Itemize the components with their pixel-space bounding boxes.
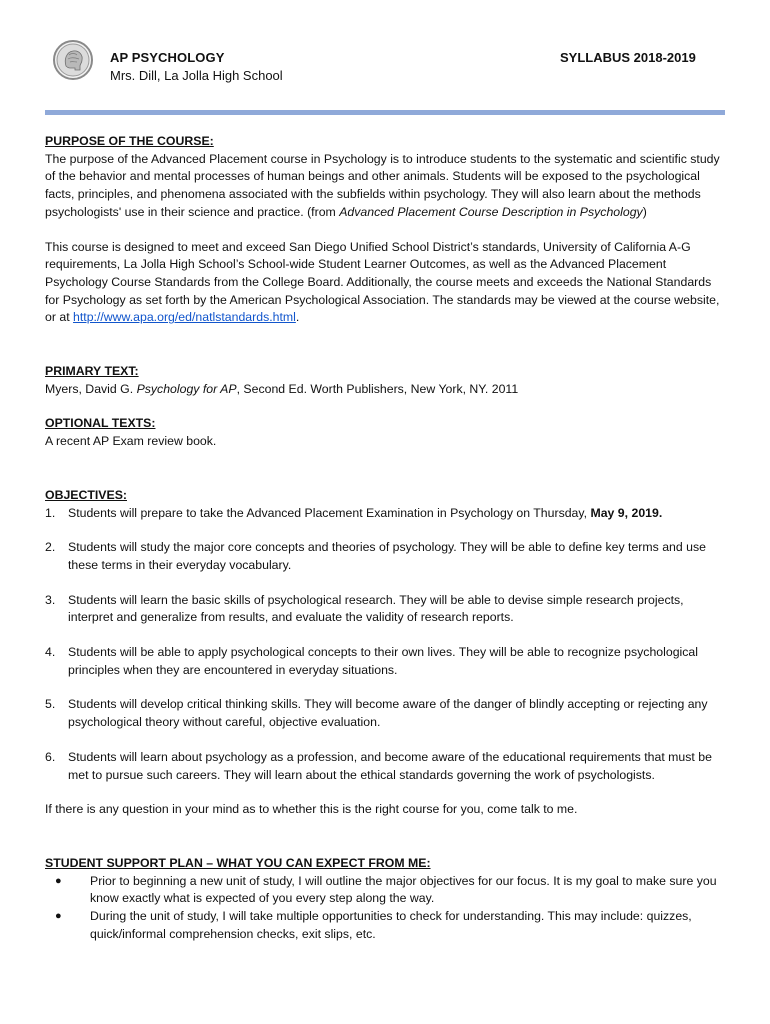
support-plan-item: ● During the unit of study, I will take multiple opportunities to check for understanding. This may include: quizzes, quick/informal comprehension checks, exit slips, etc.	[55, 909, 692, 941]
purpose-heading: PURPOSE OF THE COURSE:	[45, 134, 214, 148]
exam-date: May 9, 2019.	[590, 505, 663, 520]
support-plan-item: ● Prior to beginning a new unit of study, I will outline the major objectives for our focus. It is my goal to make sure you know exactly what is expected of you every step along the way.	[55, 873, 717, 906]
purpose-paragraph: The purpose of the Advanced Placement course in Psychology is to introduce students to the systematic and scientific study of the behavior and mental processes of human beings and other animals. Students will be exposed to the psychological facts, principles, and phenomena associated with the subfields within psychology. They will also learn about the methods psychologists' use in their science and practice. (from Advanced Placement Course Description in Psychology)	[45, 151, 720, 219]
support-plan-heading: STUDENT SUPPORT PLAN – WHAT YOU CAN EXPECT FROM ME:	[45, 855, 431, 870]
course-title: AP PSYCHOLOGY	[110, 50, 225, 65]
optional-texts-heading: OPTIONAL TEXTS:	[45, 416, 156, 431]
primary-text-citation: Myers, David G. Psychology for AP, Second Ed. Worth Publishers, New York, NY. 2011	[45, 381, 519, 396]
support-plan-list	[45, 873, 725, 944]
document-body	[45, 133, 725, 944]
standards-paragraph: This course is designed to meet and exceed San Diego Unified School District’s standards, University of California A-G requirements, La Jolla High School’s School-wide Student Learner Outcomes, as well as the Advanced Placement Psychology Course Standards from the College Board. Additionally, the course meets and exceeds the National Standards for Psychology as set forth by the American Psychological Association. The standards may be viewed at the course website, or at http://www.apa.org/ed/natlstandards.html.	[45, 239, 720, 325]
syllabus-year: SYLLABUS 2018-2019	[560, 50, 696, 65]
bullet-icon: ●	[55, 874, 62, 887]
header-divider	[45, 110, 725, 115]
objective-item: 4. Students will be able to apply psychological concepts to their own lives. They will be able to recognize psychological principles when they are encountered in everyday situations.	[45, 645, 698, 677]
objective-item: 1. Students will prepare to take the Advanced Placement Examination in Psychology on Thursday, May 9, 2019.	[45, 505, 663, 520]
objectives-closing: If there is any question in your mind as to whether this is the right course for you, come talk to me.	[45, 802, 578, 817]
bullet-icon: ●	[55, 910, 62, 923]
objectives-heading: OBJECTIVES:	[45, 487, 127, 502]
objective-item: 2. Students will study the major core concepts and theories of psychology. They will be able to define key terms and use these terms in their everyday vocabulary.	[45, 540, 706, 572]
primary-text-heading: PRIMARY TEXT:	[45, 364, 139, 379]
objective-item: 6. Students will learn about psychology as a profession, and become aware of the educational requirements that must be met to pursue such careers. They will learn about the ethical standards governing the work of psychologists.	[45, 749, 712, 782]
objective-item: 3. Students will learn the basic skills of psychological research. They will be able to devise simple research projects, interpret and generalize from results, and evaluate the validity of research reports.	[45, 592, 684, 625]
optional-texts-body: A recent AP Exam review book.	[45, 434, 217, 449]
objective-item: 5. Students will develop critical thinking skills. They will become aware of the danger of blindly accepting or rejecting any psychological theory without careful, objective evaluation.	[45, 697, 708, 730]
brain-head-icon	[53, 40, 93, 80]
teacher-school: Mrs. Dill, La Jolla High School	[110, 68, 283, 83]
apa-standards-link[interactable]: http://www.apa.org/ed/natlstandards.html	[73, 310, 296, 325]
book-title: Psychology for AP	[136, 381, 237, 396]
objectives-list	[45, 505, 725, 785]
course-description-title: Advanced Placement Course Description in Psychology	[339, 204, 643, 219]
